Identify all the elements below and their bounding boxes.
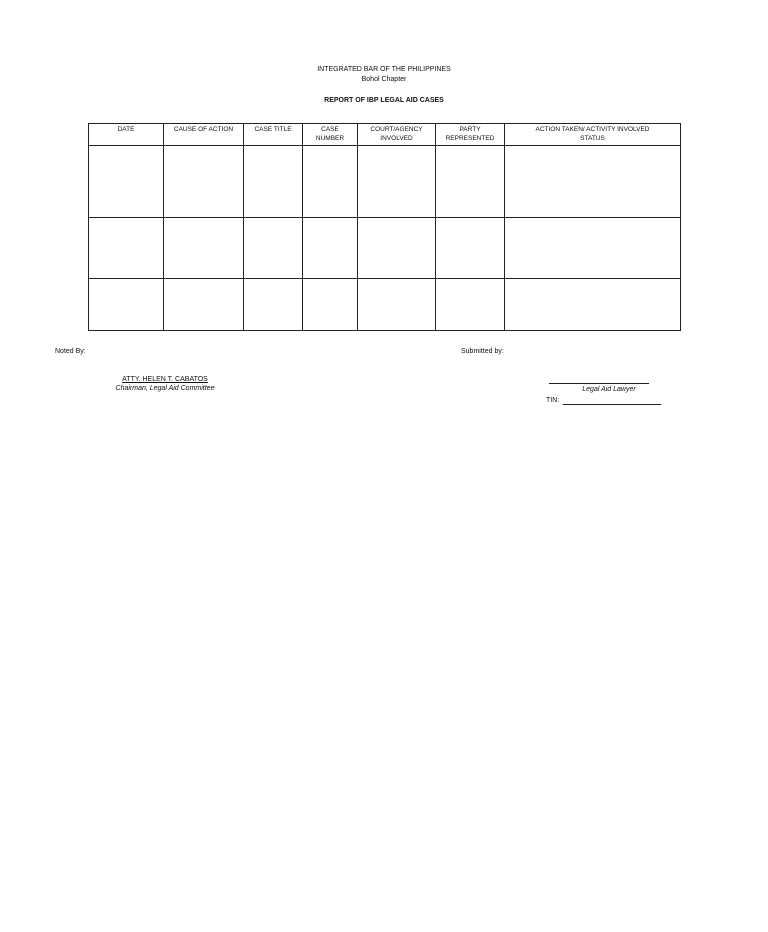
column-header-line: CAUSE OF ACTION — [173, 126, 234, 133]
legal-aid-cases-table — [88, 123, 681, 331]
noted-by-label: Noted By: — [55, 348, 86, 355]
table-cell — [303, 146, 358, 218]
lawyer-label: Legal Aid Lawyer — [582, 386, 636, 393]
tin-blank-line — [563, 404, 661, 405]
table-row — [89, 279, 681, 331]
table-row — [89, 218, 681, 279]
table-cell — [244, 218, 303, 279]
table-cell — [358, 218, 436, 279]
column-header-line: CASE TITLE — [254, 126, 292, 133]
column-header-line: STATUS — [580, 135, 605, 142]
column-header-case-number — [303, 124, 358, 146]
organization-name: INTEGRATED BAR OF THE PHILIPPINES — [317, 66, 451, 73]
table-cell — [303, 279, 358, 331]
table-cell — [358, 146, 436, 218]
lawyer-signature-line — [549, 383, 649, 384]
column-header-party-represented — [436, 124, 505, 146]
column-header-cause-of-action — [164, 124, 244, 146]
column-header-action-status — [505, 124, 681, 146]
table-cell — [89, 279, 164, 331]
column-header-line: REPRESENTED — [445, 135, 495, 142]
column-header-date — [89, 124, 164, 146]
signatory-name: ATTY. HELEN T. CABATOS — [122, 376, 208, 383]
table-cell — [505, 218, 681, 279]
column-header-line: ACTION TAKEN/ ACTIVITY INVOLVED — [535, 126, 650, 133]
table-cell — [505, 146, 681, 218]
table-cell — [244, 279, 303, 331]
table-cell — [244, 146, 303, 218]
submitted-by-label: Submitted by: — [461, 348, 504, 355]
column-header-line: NUMBER — [315, 135, 345, 142]
table-cell — [358, 279, 436, 331]
tin-label: TIN: — [546, 397, 560, 404]
table-cell — [89, 146, 164, 218]
signatory-title: Chairman, Legal Aid Committee — [115, 385, 215, 392]
table-cell — [89, 218, 164, 279]
table-cell — [505, 279, 681, 331]
column-header-line: INVOLVED — [380, 135, 413, 142]
table-cell — [436, 218, 505, 279]
column-header-line: COURT/AGENCY — [370, 126, 423, 133]
column-header-court-agency — [358, 124, 436, 146]
table-cell — [164, 146, 244, 218]
report-title: REPORT OF IBP LEGAL AID CASES — [324, 97, 444, 104]
table-cell — [164, 218, 244, 279]
table-cell — [164, 279, 244, 331]
table-cell — [436, 279, 505, 331]
chapter-name: Bohol Chapter — [361, 76, 407, 83]
column-header-line: PARTY — [459, 126, 481, 133]
column-header-line: DATE — [117, 126, 135, 133]
table-cell — [303, 218, 358, 279]
table-row — [89, 146, 681, 218]
column-header-line: CASE — [321, 126, 339, 133]
table-header-row — [89, 124, 681, 146]
column-header-case-title — [244, 124, 303, 146]
table-cell — [436, 146, 505, 218]
